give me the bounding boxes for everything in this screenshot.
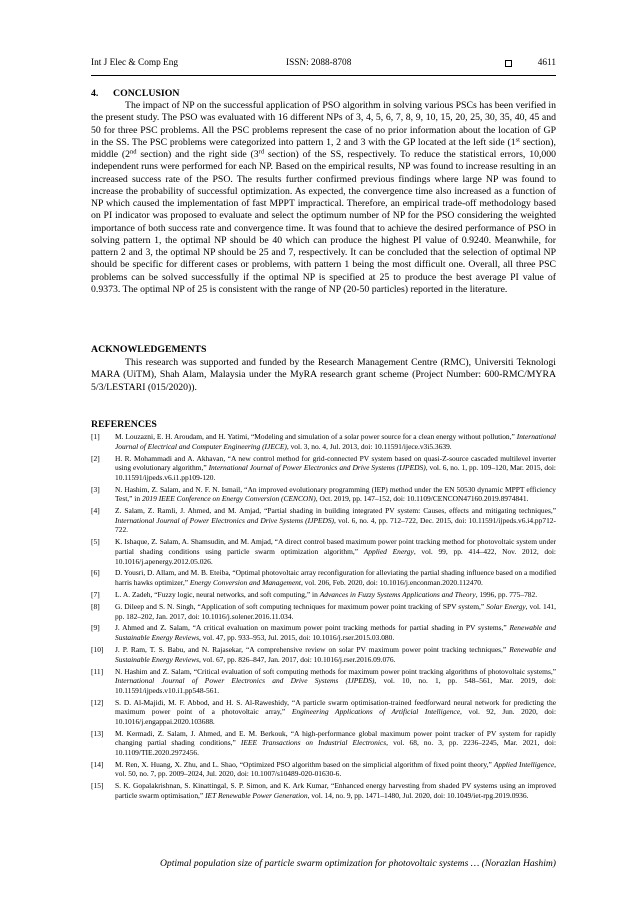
reference-number: [4] [91,506,100,516]
reference-text: M. Kermadi, Z. Salam, J. Ahmed, and E. M. Berkouk, “A high-performance global maximum power point tracker of PV system for rapidly changing partial shading conditions,” IEEE Transactions on Industrial Electronics, vol. 68, no. 3, pp. 2236–2245, Mar. 2021, doi: 10.1109/TIE.2020.2972456. [115,728,557,757]
page-number: 4611 [537,58,556,68]
reference-number: [15] [91,781,104,791]
reference-number: [10] [91,644,104,654]
reference-item [91,602,556,621]
reference-item [91,698,556,727]
reference-text: N. Hashim, Z. Salam, and N. F. N. Ismail, “An improved evolutionary programming (IEP) method under the EN 50530 dynamic MPPT efficiency Test,” in 2019 IEEE Conference on Energy Conversion (CENCON), Oct. 2019, pp. 147–152, doi: 10.1109/CENCON47160.2019.8974841. [115,484,556,504]
reference-item [91,432,556,451]
acknowledgements-heading: ACKNOWLEDGEMENTS [91,344,207,355]
checkbox-square-icon [505,60,512,67]
reference-item [91,590,556,600]
reference-item [91,506,556,535]
reference-number: [6] [91,568,100,578]
reference-item [91,454,556,483]
reference-text: H. R. Mohammadi and A. Akhavan, “A new control method for grid-connected PV system based on quasi-Z-source cascaded multilevel inverter using evolutionary algorithm,” International Journal of Power Electronics and Drive Systems (IJPEDS), vol. 6, no. 1, pp. 109–120, Mar. 2015, doi: 10.11591/ijpeds.v6.i1.pp109-120. [115,453,556,482]
reference-number: [14] [91,759,104,769]
reference-number: [2] [91,453,100,463]
section-title: CONCLUSION [113,88,180,99]
reference-text: N. Hashim and Z. Salam, “Critical evaluation of soft computing methods for maximum power point tracking algorithms of photovoltaic systems,” International Journal of Power Electronics and Drive Systems (IJPEDS), vol. 10, no. 1, pp. 548–561, Mar. 2019, doi: 10.11591/ijpeds.v10.i1.pp548-561. [115,666,557,695]
reference-text: S. D. Al-Majidi, M. F. Abbod, and H. S. Al-Raweshidy, “A particle swarm optimisation-trained feedforward neural network for predicting the maximum power point of a photovoltaic array,” Engineering Applications of Artificial Intelligence, vol. 92, Jun. 2020, doi: 10.1016/j.engappai.2020.103688. [115,697,557,726]
issn: ISSN: 2088-8708 [286,58,352,68]
reference-item [91,537,556,566]
reference-number: [1] [91,432,100,441]
reference-number: [12] [91,697,104,707]
reference-number: [7] [91,589,100,599]
acknowledgements-paragraph: This research was supported and funded by the Research Management Centre (RMC), Universiti Teknologi MARA (UiTM), Shah Alam, Malaysia under the MyRA research grant scheme (Project Number: 600-RMC/MYRA 5/3/LESTARI (015/2020)). [91,357,556,393]
reference-text: L. A. Zadeh, “Fuzzy logic, neural networks, and soft computing,” in Advances in Fuzzy Systems Applications and Theory, 1996, pp. 775–782. [115,589,538,599]
reference-item [91,623,556,642]
reference-text: J. Ahmed and Z. Salam, “A critical evaluation on maximum power point tracking methods for partial shading in PV systems,” Renewable and Sustainable Energy Reviews, vol. 47, pp. 933–953, Jul. 2015, doi: 10.1016/j.rser.2015.03.080. [115,623,556,643]
reference-item [91,667,556,696]
reference-number: [11] [91,666,104,676]
reference-item [91,485,556,504]
reference-number: [3] [91,484,100,494]
references-heading: REFERENCES [91,419,157,430]
reference-item [91,781,556,800]
conclusion-paragraph: The impact of NP on the successful application of PSO algorithm in solving various PSCs has been verified in the present study. The PSO was evaluated with 16 different NPs of 3, 4, 5, 6, 7, 8, 9, 10, 15, 20, 25, 30, 35, 40, 45 and 50 for three PSC problems. All the PSC problems represent the case of no prior information about the location of GP in the SS. The PSC problems were categorized into pattern 1, 2 and 3 with the GP located at the left side (1st section), middle (2nd section) and the right side (3rd section) of the SS, respectively. To reduce the statistical errors, 10,000 independent runs were performed for each NP. Based on the empirical results, NP was found to increase resulting in an increased success rate of the PSO. The results further confirmed previous findings where large NP was found to increase the probability of successful optimization. As expected, the convergence time also increased as a function of NP which caused the implementation of fast MPPT impractical. Therefore, an empirical trade-off methodology based on PI indicator was proposed to evaluate and select the optimum number of NP for the PSO considering the weighted importance of both success rate and convergence time. It was found that to achieve the desired performance of PSO in solving pattern 1, the optimal NP should be 40 which can produce the highest PI value of 0.9240. Meanwhile, for pattern 2 and 3, the optimal NP should be 25 and 7, respectively. It can be concluded that the selection of optimal NP should be specific for different cases or problems, with pattern 1 being the most difficult one. Overall, all three PSC problems can be solved successfully if the optimal NP is specified at 25 to produce the best average PI value of 0.9373. The optimal NP of 25 is consistent with the range of NP (20-50 particles) reported in the literature. [91,100,557,295]
conclusion-heading [91,88,179,99]
reference-text: G. Dileep and S. N. Singh, “Application of soft computing techniques for maximum power point tracking of SPV system,” Solar Energy, vol. 141, pp. 182–202, Jan. 2017, doi: 10.1016/j.solener.2016.11.034. [115,601,556,621]
reference-text: Z. Salam, Z. Ramli, J. Ahmed, and M. Amjad, “Partial shading in building integrated PV system: Causes, effects and mitigating techniques,” International Journal of Power Electronics and Drive Systems (IJPEDS), vol. 6, no. 4, pp. 712–722, Dec. 2015, doi: 10.11591/ijpeds.v6.i4.pp712-722. [115,506,556,535]
reference-item [91,760,556,779]
reference-number: [5] [91,537,100,547]
reference-text: M. Ren, X. Huang, X. Zhu, and L. Shao, “Optimized PSO algorithm based on the simplicial algorithm of fixed point theory,” Applied Intelligence, vol. 50, no. 7, pp. 2009–2024, Jul. 2020, doi: 10.1007/s10489-020-01630-6. [115,759,556,779]
reference-item [91,645,556,664]
header-rule [91,75,556,76]
reference-item [91,729,556,758]
reference-text: K. Ishaque, Z. Salam, A. Shamsudin, and M. Amjad, “A direct control based maximum power point tracking method for photovoltaic system under partial shading conditions using particle swarm optimization algorithm,” Applied Energy, vol. 99, pp. 414–422, Nov. 2012, doi: 10.1016/j.apenergy.2012.05.026. [115,537,556,566]
reference-text: M. Louzazni, E. H. Aroudam, and H. Yatimi, “Modeling and simulation of a solar power source for a clean energy without pollution,” International Journal of Electrical and Computer Engineering (IJECE), vol. 3, no. 4, Jul. 2013, doi: 10.11591/ijece.v3i5.3639. [115,432,556,451]
section-number: 4. [91,88,99,99]
reference-item [91,568,556,587]
reference-text: D. Yousri, D. Allam, and M. B. Eteiba, “Optimal photovoltaic array reconfiguration for alleviating the partial shading influence based on a modified harris hawks optimizer,” Energy Conversion and Management, vol. 206, Feb. 2020, doi: 10.1016/j.enconman.2020.112470. [115,568,556,588]
references-list [91,432,556,803]
reference-number: [13] [91,728,104,738]
reference-text: S. K. Gopalakrishnan, S. Kinattingal, S. P. Simon, and K. Ark Kumar, “Enhanced energy harvesting from shaded PV systems using an improved particle swarm optimisation,” IET Renewable Power Generation, vol. 14, no. 9, pp. 1471–1480, Jul. 2020, doi: 10.1049/iet-rpg.2019.0936. [115,781,556,800]
reference-number: [8] [91,601,100,611]
reference-text: J. P. Ram, T. S. Babu, and N. Rajasekar, “A comprehensive review on solar PV maximum power point tracking techniques,” Renewable and Sustainable Energy Reviews, vol. 67, pp. 826–847, Jan. 2017, doi: 10.1016/j.rser.2016.09.076. [115,644,556,664]
reference-number: [9] [91,623,100,633]
journal-name: Int J Elec & Comp Eng [91,58,179,68]
running-header [91,58,556,72]
running-footer: Optimal population size of particle swarm optimization for photovoltaic systems … (Norazlan Hashim) [159,858,556,869]
